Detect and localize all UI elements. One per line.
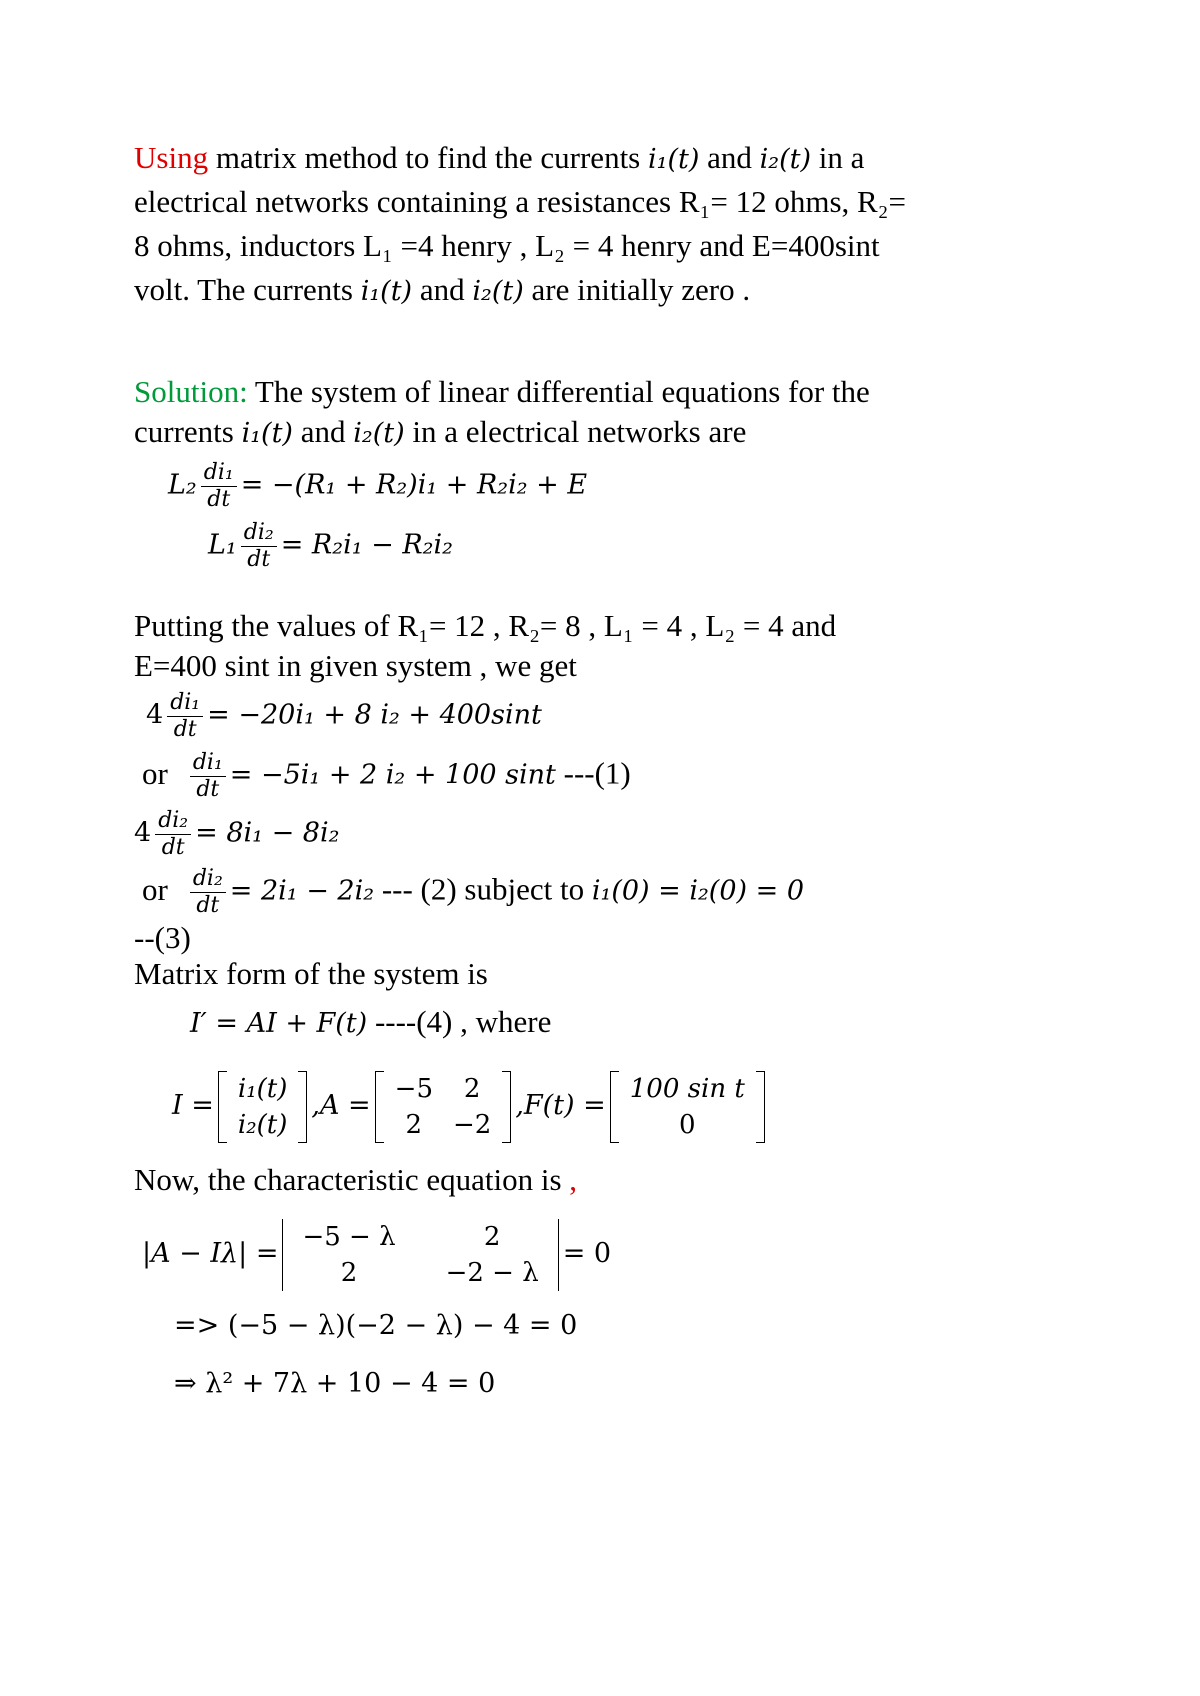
numeric-eq-1-rhs: = −20i₁ + 8 i₂ + 400sint [207,699,542,731]
I-vector: i₁(t) i₂(t) [218,1071,307,1143]
derivative-i2: $\frac{\text{di₂}}{dt}$ [155,808,191,861]
matrix-equation-math: I′ = AI + F(t) [190,1008,368,1039]
eq-tag-2: --- (2) subject to [374,871,592,907]
eq-tag-4: ----(4) , where [367,1004,552,1039]
derivative-i1: $\frac{\text{di₁}}{dt}$ [190,750,226,803]
eq1-rhs: = −(R₁ + R₂)i₁ + R₂i₂ + E [240,469,588,501]
and-word: and [412,272,473,307]
derivative-i2: $\frac{\text{di₂}}{dt}$ [190,866,226,919]
problem-label: Using [134,140,209,175]
current-i2-term: i₂(t) [472,276,524,307]
matrix-equation [190,1002,551,1044]
current-i1-term: i₁(t) [241,418,293,449]
current-i2-term: i₂(t) [759,144,812,175]
equation-2 [208,520,453,573]
numeric-eq-3-rhs: = 8i₁ − 8i₂ [195,817,340,849]
solution-text-2-start: currents [134,414,242,449]
eq2-rhs: = R₂i₁ − R₂i₂ [280,529,453,561]
problem-line-3: 8 ohms, inductors L₁ =4 henry , L₂ = 4 henry and E=400sint [134,228,880,263]
solution-line-2 [134,412,746,454]
numeric-eq-4: or $\frac{\text{di₂}}{dt}$ = 2i₁ − 2i₂ --- (2) subject to i₁(0) = i₂(0) = 0 [142,866,805,918]
step-2: ⇒ λ² + 7λ + 10 − 4 = 0 [174,1368,496,1399]
problem-line-2: electrical networks containing a resistances R₁= 12 ohms, R₂= [134,184,906,219]
red-comma: , [569,1162,578,1197]
solution-text-1: The system of linear differential equations for the [247,374,870,409]
problem-line-1 [134,138,864,180]
A-matrix: −5 2 2 −2 [375,1071,512,1143]
equation-1 [168,460,587,513]
eq2-coefficient: L₁ [208,529,237,561]
det-lhs: |A − Iλ| = [142,1238,279,1269]
and-word: and [292,414,354,449]
numeric-eq-1: 4 $\frac{\text{di₁}}{dt}$ = −20i₁ + 8 i₂ + 400sint [146,690,542,742]
putting-line-2: E=400 sint in given system , we get [134,648,577,683]
eq1-coefficient: L₂ [168,469,197,501]
characteristic-intro: Now, the characteristic equation is , [134,1162,578,1197]
determinant-equation [142,1212,611,1294]
problem-text-1: matrix method to find the currents [208,140,648,175]
current-i1-term: i₁(t) [360,276,413,307]
numeric-eq-2: or $\frac{\text{di₁}}{dt}$ = −5i₁ + 2 i₂ + 100 sint ---(1) [142,750,631,802]
current-i1-term: i₁(t) [648,144,700,175]
eq-tag-3: --(3) [134,920,191,955]
current-i2-term: i₂(t) [353,418,405,449]
eq1-derivative: $\frac{\text{di₁}}{dt}$ [201,460,237,513]
numeric-eq-2-rhs: = −5i₁ + 2 i₂ + 100 sint [229,759,556,791]
problem-text-4-start: volt. The currents [134,272,361,307]
solution-text-2-end: in a electrical networks are [404,414,747,449]
problem-line-4 [134,270,750,312]
F-vector: 100 sin t 0 [610,1071,765,1143]
I-label: I = [172,1090,214,1121]
and-word: and [699,140,760,175]
A-label: ,A = [311,1090,371,1121]
F-label: ,F(t) = [515,1090,606,1121]
problem-text-4-end: are initially zero . [523,272,751,307]
eq2-derivative: $\frac{\text{di₂}}{dt}$ [241,520,277,573]
solution-line-1 [134,372,870,412]
matrix-intro: Matrix form of the system is [134,956,488,991]
det-rhs: = 0 [562,1238,612,1269]
numeric-eq-4-rhs: = 2i₁ − 2i₂ [229,875,375,907]
step-1: => (−5 − λ)(−2 − λ) − 4 = 0 [174,1310,578,1341]
matrix-definitions [172,1064,769,1146]
eq-tag-1: ---(1) [555,755,631,791]
derivative-i1: $\frac{\text{di₁}}{dt}$ [167,690,203,743]
det-matrix: −5 − λ 2 2 −2 − λ [282,1219,558,1291]
initial-condition: i₁(0) = i₂(0) = 0 [591,875,805,907]
numeric-eq-3: 4 $\frac{\text{di₂}}{dt}$ = 8i₁ − 8i₂ [134,808,340,860]
putting-line-1: Putting the values of R₁= 12 , R₂= 8 , L₁ = 4 , L₂ = 4 and [134,608,837,643]
problem-text-1-end: in a [811,140,865,175]
solution-label: Solution: [134,374,248,409]
